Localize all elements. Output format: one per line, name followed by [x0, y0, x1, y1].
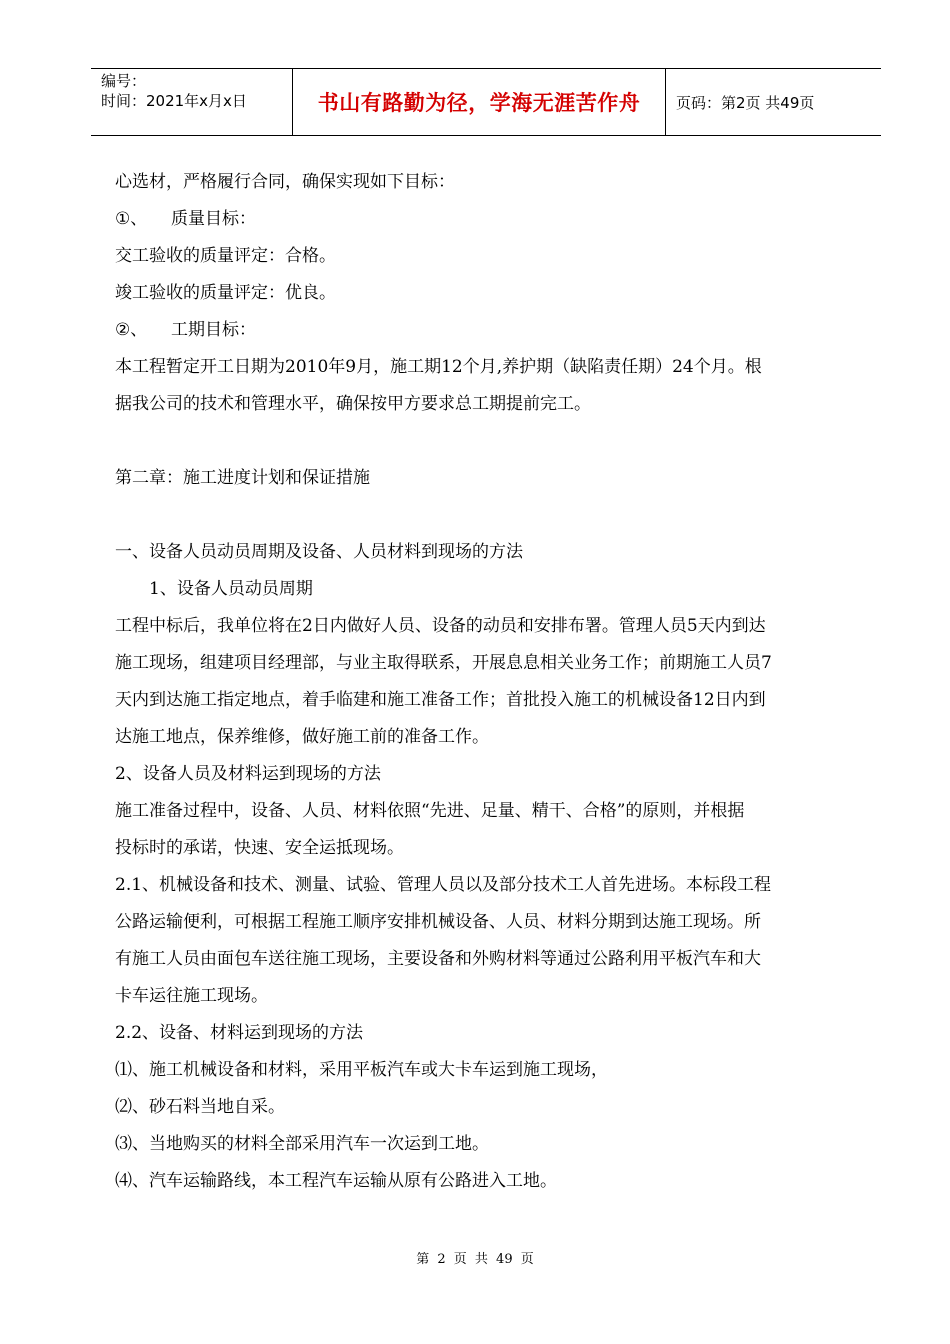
goal-schedule	[115, 312, 860, 349]
paragraph-line: 卡车运往施工现场。	[115, 986, 268, 1006]
goal-schedule-text: 工期目标：	[171, 320, 256, 340]
list-item: ⑴、施工机械设备和材料，采用平板汽车或大卡车运到施工现场，	[115, 1060, 608, 1080]
paragraph-line: 投标时的承诺，快速、安全运抵现场。	[115, 838, 404, 858]
document-body	[115, 164, 860, 1200]
subsection-heading: 1、设备人员动员周期	[149, 579, 313, 599]
header-motto: 书山有路勤为径，学海无涯苦作舟	[317, 91, 641, 115]
header-page-info: 页码：第2页 共49页	[676, 93, 815, 112]
paragraph-line: 心选材，严格履行合同，确保实现如下目标：	[115, 172, 455, 192]
paragraph-line: 天内到达施工指定地点，着手临建和施工准备工作；首批投入施工的机械设备12日内到	[115, 690, 766, 710]
chapter-heading: 第二章：施工进度计划和保证措施	[115, 468, 370, 488]
page-header	[91, 68, 881, 136]
header-meta	[101, 71, 247, 111]
header-number-label: 编号：	[101, 72, 147, 90]
paragraph-line: 施工准备过程中，设备、人员、材料依照“先进、足量、精干、合格”的原则，并根据	[115, 801, 745, 821]
paragraph-line: 据我公司的技术和管理水平，确保按甲方要求总工期提前完工。	[115, 394, 591, 414]
paragraph-line: 公路运输便利，可根据工程施工顺序安排机械设备、人员、材料分期到达施工现场。所	[115, 912, 761, 932]
goal-quality-number: ①、	[115, 209, 148, 229]
paragraph-line: 本工程暂定开工日期为2010年9月，施工期12个月,养护期（缺陷责任期）24个月。根	[115, 357, 762, 377]
paragraph-line: 竣工验收的质量评定：优良。	[115, 283, 336, 303]
header-time-label: 时间：2021年x月x日	[101, 92, 247, 110]
page-footer: 第 2 页 共 49 页	[416, 1252, 534, 1267]
goal-schedule-number: ②、	[115, 320, 148, 340]
goal-quality-text: 质量目标：	[171, 209, 256, 229]
list-item: ⑷、汽车运输路线，本工程汽车运输从原有公路进入工地。	[115, 1171, 557, 1191]
subsection-heading: 2.2、设备、材料运到现场的方法	[115, 1023, 364, 1043]
paragraph-line: 施工现场，组建项目经理部，与业主取得联系，开展息息相关业务工作；前期施工人员7	[115, 653, 772, 673]
list-item: ⑵、砂石料当地自采。	[115, 1097, 285, 1117]
paragraph-line: 工程中标后，我单位将在2日内做好人员、设备的动员和安排布署。管理人员5天内到达	[115, 616, 766, 636]
paragraph-line: 有施工人员由面包车送往施工现场，主要设备和外购材料等通过公路利用平板汽车和大	[115, 949, 761, 969]
goal-quality	[115, 201, 860, 238]
paragraph-line: 达施工地点，保养维修，做好施工前的准备工作。	[115, 727, 489, 747]
paragraph-line: 2.1、机械设备和技术、测量、试验、管理人员以及部分技术工人首先进场。本标段工程	[115, 875, 772, 895]
header-divider	[665, 69, 666, 135]
subsection-heading: 2、设备人员及材料运到现场的方法	[115, 764, 381, 784]
list-item: ⑶、当地购买的材料全部采用汽车一次运到工地。	[115, 1134, 489, 1154]
section-heading: 一、设备人员动员周期及设备、人员材料到现场的方法	[115, 542, 523, 562]
paragraph-line: 交工验收的质量评定：合格。	[115, 246, 336, 266]
